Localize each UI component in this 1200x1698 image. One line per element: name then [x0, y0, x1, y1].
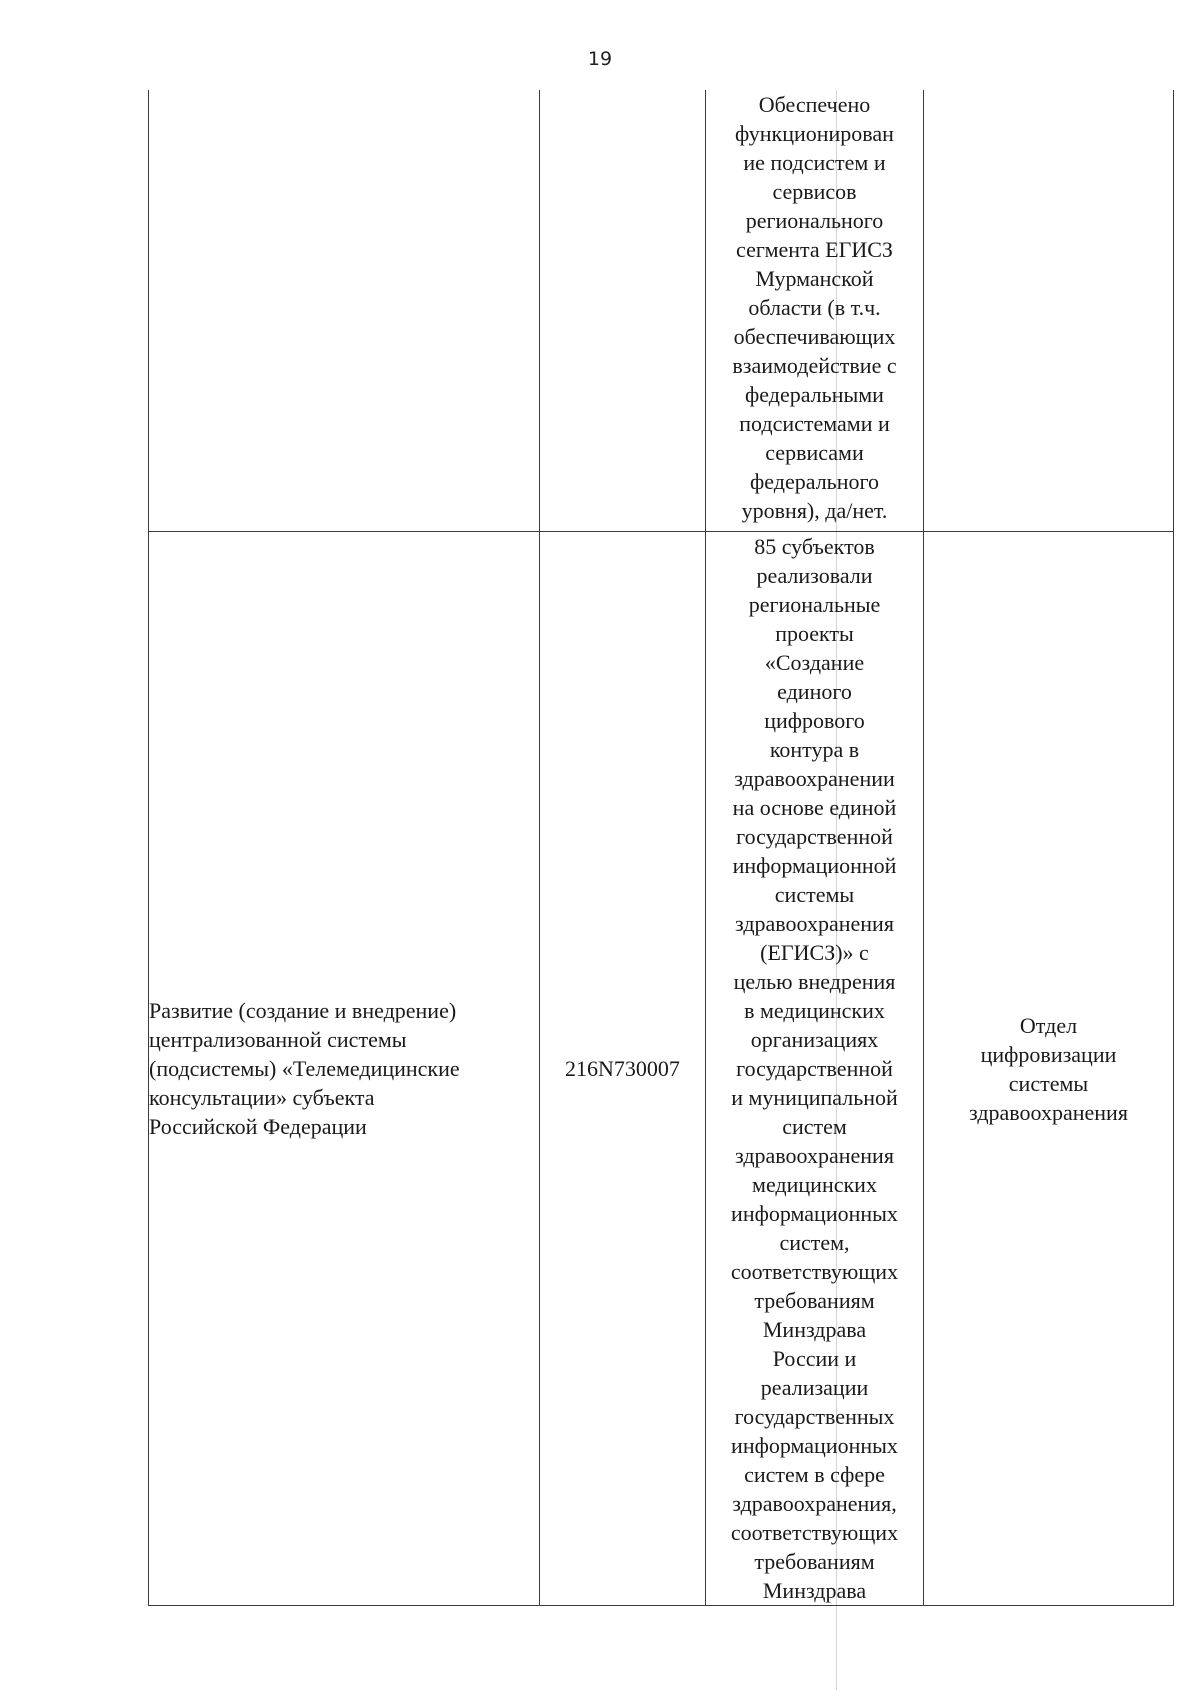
activity-code-cell: [540, 532, 706, 1606]
activity-table: [148, 90, 1174, 1606]
page-number: 19: [587, 48, 613, 70]
activity-name: Развитие (создание и внедрение) централизованной системы (подсистемы) «Телемедицинские консультации» субъекта Российской Федерации: [149, 998, 460, 1139]
activity-responsible-cell: [924, 90, 1174, 532]
activity-name-cell: [149, 90, 540, 532]
activity-responsible-cell: [924, 532, 1174, 1606]
activity-result: 85 субъектов реализовали региональные проекты «Создание единого цифрового контура в здравоохранении на основе единой государственной информационной системы здравоохранения (ЕГИСЗ)» с целью внедрения в медицинских организациях государственной и муниципальной систем здравоохранения медицинских информационных систем, соответствующих требованиям Минздрава России и реализации государственных информационных систем в сфере здравоохранения, соответствующих требованиям Минздрава: [730, 534, 899, 1603]
activity-result: Обеспечено функционирован ие подсистем и сервисов регионального сегмента ЕГИСЗ Мурманской области (в т.ч. обеспечивающих взаимодействие с федеральными подсистемами и сервисами федерального уровня), да/нет.: [732, 92, 897, 523]
table-row: [149, 532, 1174, 1606]
activity-name-cell: [149, 532, 540, 1606]
activity-result-cell: [706, 532, 924, 1606]
activity-code-cell: [540, 90, 706, 532]
activity-responsible: Отдел цифровизации системы здравоохранения: [969, 1012, 1128, 1125]
activity-code: 216N730007: [565, 1056, 680, 1081]
activity-result-cell: [706, 90, 924, 532]
table-row: [149, 90, 1174, 532]
